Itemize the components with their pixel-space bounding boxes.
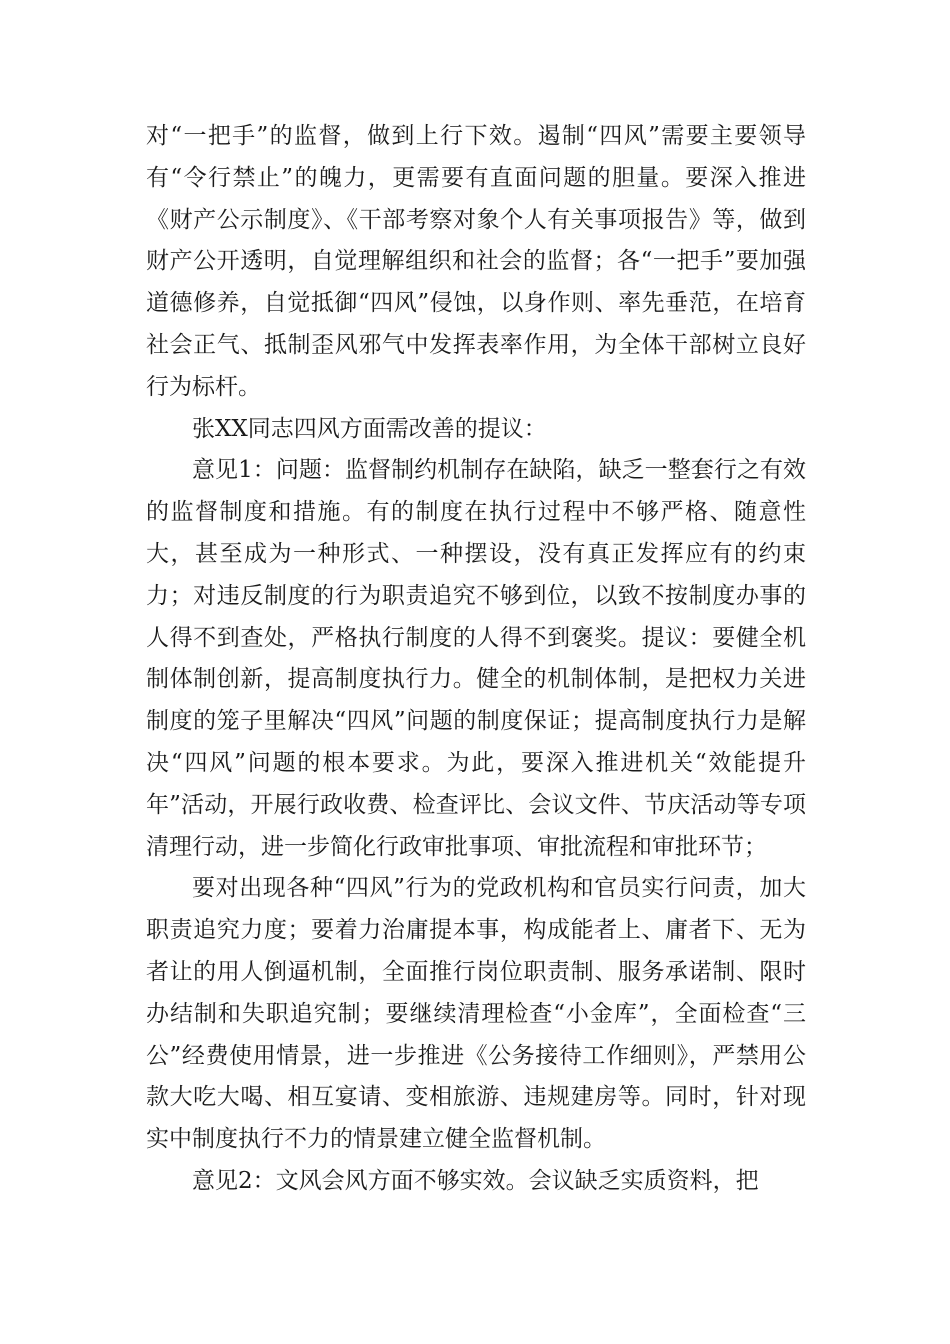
paragraph-1: 对“一把手”的监督，做到上行下效。遏制“四风”需要主要领导有“令行禁止”的魄力，更需要有直面问题的胆量。要深入推进《财产公示制度》、《干部考察对象个人有关事项报告》等，做到财产公开透明，自觉理解组织和社会的监督；各“一把手”要加强道德修养，自觉抵御“四风”侵蚀，以身作则、率先垂范，在培育社会正气、抵制歪风邪气中发挥表率作用，为全体干部树立良好行为标杆。 [146,123,806,400]
document-body [146,116,806,1203]
paragraph-5: 意见2：文风会风方面不够实效。会议缺乏实质资料，把 [192,1167,759,1194]
paragraph-2: 张XX同志四风方面需改善的提议： [192,415,547,442]
paragraph-4: 要对出现各种“四风”行为的党政机构和官员实行问责，加大职责追究力度；要着力治庸提本事，构成能者上、庸者下、无为者让的用人倒逼机制，全面推行岗位职责制、服务承诺制、限时办结制和失职追究制；要继续清理检查“小金库”，全面检查“三公”经费使用情景，进一步推进《公务接待工作细则》，严禁用公款大吃大喝、相互宴请、变相旅游、违规建房等。同时，针对现实中制度执行不力的情景建立健全监督机制。 [146,875,806,1153]
paragraph-3: 意见1：问题：监督制约机制存在缺陷，缺乏一整套行之有效的监督制度和措施。有的制度在执行过程中不够严格、随意性大，甚至成为一种形式、一种摆设，没有真正发挥应有的约束力；对违反制度的行为职责追究不够到位，以致不按制度办事的人得不到查处，严格执行制度的人得不到褒奖。提议：要健全机制体制创新，提高制度执行力。健全的机制体制，是把权力关进制度的笼子里解决“四风”问题的制度保证；提高制度执行力是解决“四风”问题的根本要求。为此，要深入推进机关“效能提升年”活动，开展行政收费、检查评比、会议文件、节庆活动等专项清理行动，进一步简化行政审批事项、审批流程和审批环节； [146,457,806,860]
